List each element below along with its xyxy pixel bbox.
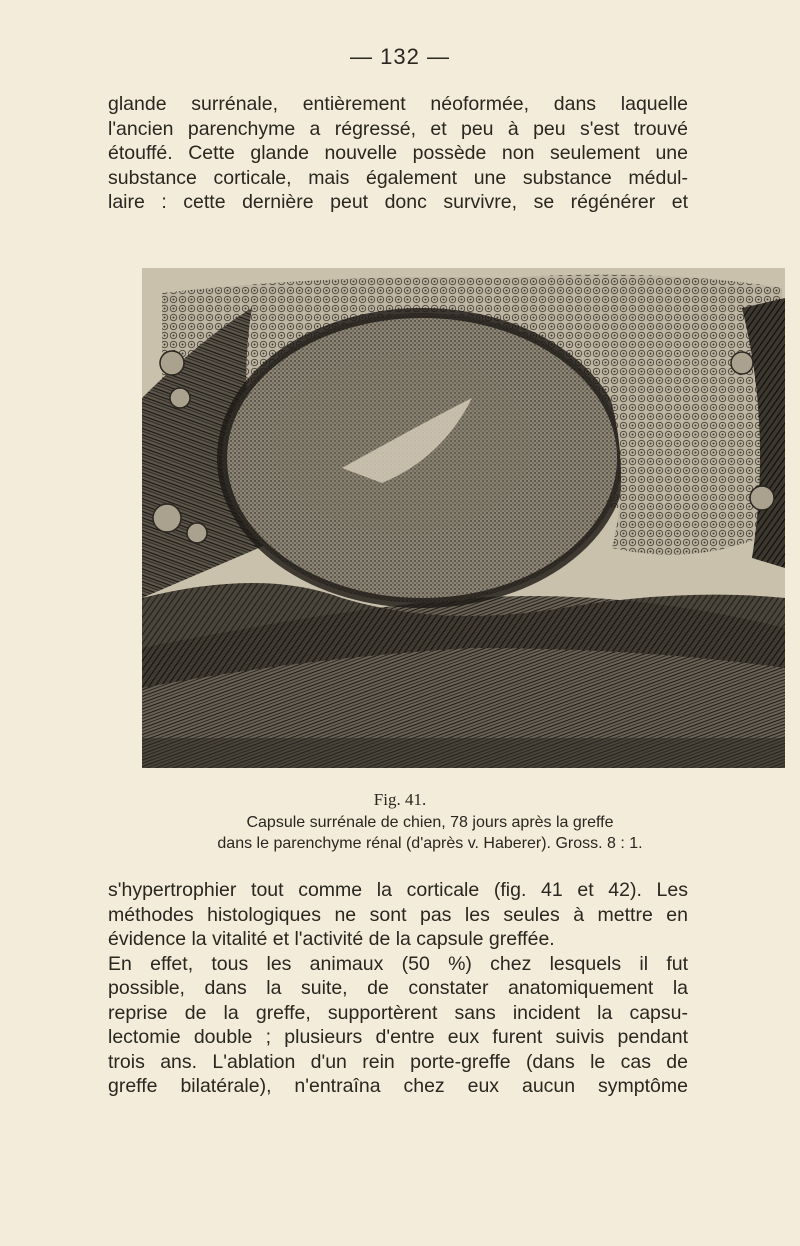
text-line: greffe bilatérale), n'entraîna chez eux aucun symptôme — [108, 1075, 688, 1097]
paragraph-bottom — [108, 878, 688, 1099]
figure-label: Fig. 41. — [373, 790, 427, 809]
figure-caption — [160, 812, 700, 854]
text-line: étouffé. Cette glande nouvelle possède non seulement une — [108, 142, 688, 164]
text-line: possible, dans la suite, de constater anatomiquement la — [108, 977, 688, 999]
caption-line: dans le parenchyme rénal (d'après v. Haberer). Gross. 8 : 1. — [217, 835, 643, 852]
histology-engraving-figure — [142, 268, 785, 768]
paragraph-top — [108, 92, 688, 215]
text-line: évidence la vitalité et l'activité de la capsule greffée. — [108, 928, 555, 950]
text-line: l'ancien parenchyme a régressé, et peu à peu s'est trouvé — [108, 117, 688, 140]
caption-line: Capsule surrénale de chien, 78 jours après la greffe — [246, 814, 614, 831]
text-line: trois ans. L'ablation d'un rein porte-greffe (dans le cas de — [108, 1050, 688, 1073]
text-line: méthodes histologiques ne sont pas les seules à mettre en — [108, 903, 688, 926]
text-line: En effet, tous les animaux (50 %) chez lesquels il fut — [108, 952, 688, 975]
text-line: lectomie double ; plusieurs d'entre eux furent suivis pendant — [108, 1026, 688, 1048]
text-line: reprise de la greffe, supportèrent sans incident la capsu- — [108, 1001, 688, 1024]
text-line: laire : cette dernière peut donc survivre, se régénérer et — [108, 191, 688, 213]
text-line: glande surrénale, entièrement néoformée, dans laquelle — [108, 93, 688, 115]
page-number: — 132 — — [350, 44, 450, 69]
text-line: s'hypertrophier tout comme la corticale (fig. 41 et 42). Les — [108, 879, 688, 901]
text-line: substance corticale, mais également une substance médul- — [108, 166, 688, 189]
